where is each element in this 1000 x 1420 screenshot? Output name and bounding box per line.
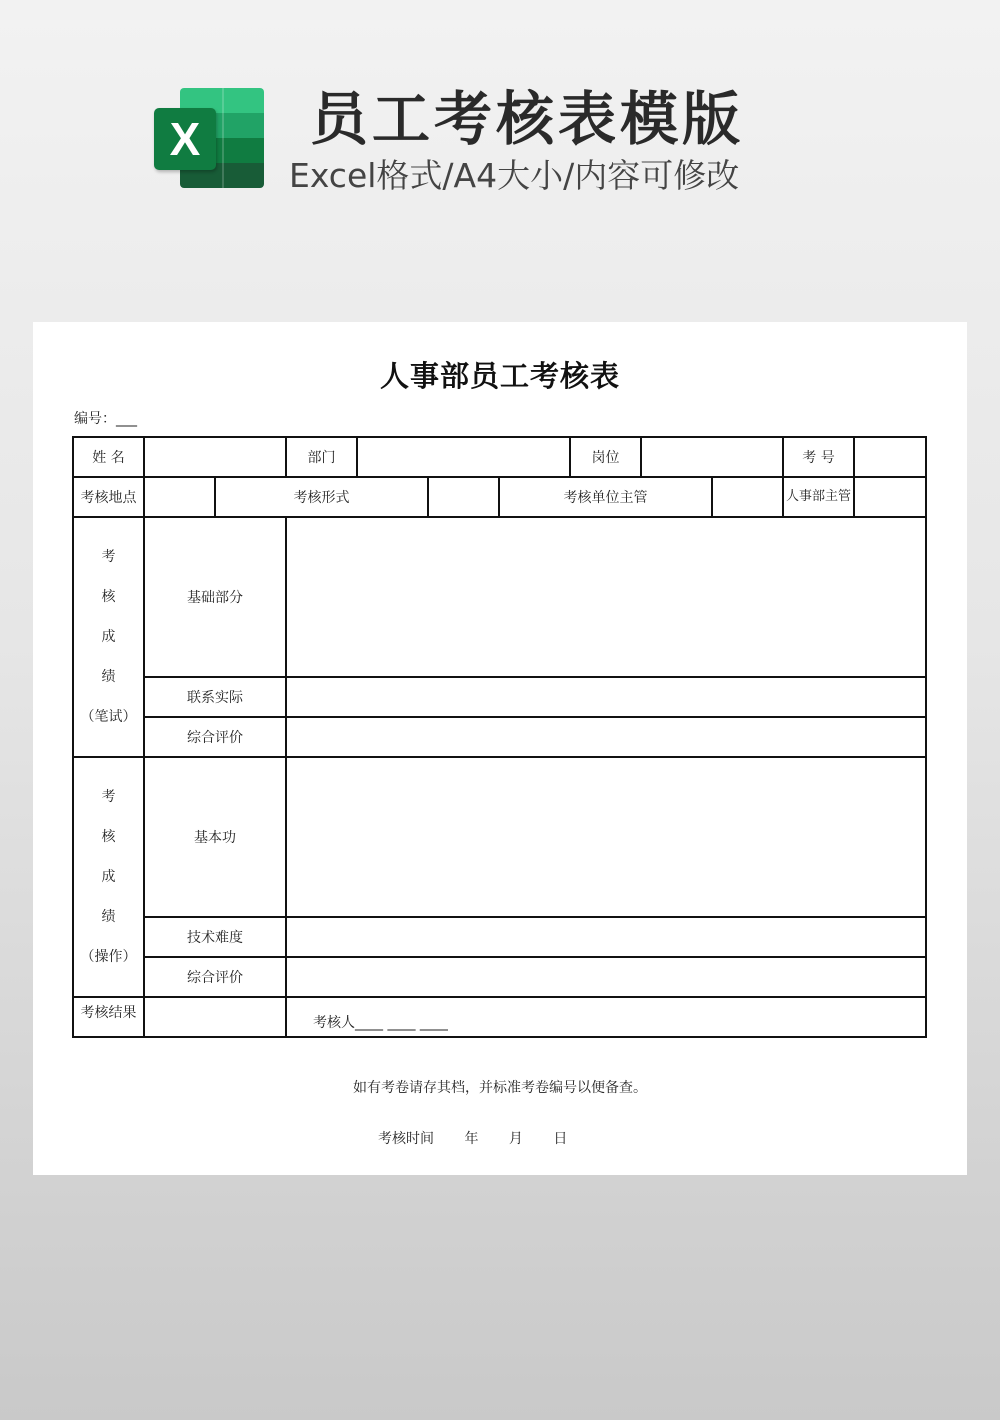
written-group-char: 考 bbox=[101, 549, 116, 565]
banner-title: 员工考核表模版 bbox=[310, 85, 745, 153]
unit-supervisor-field[interactable] bbox=[712, 477, 783, 517]
exam-number-label: 考 号 bbox=[783, 437, 854, 477]
form-row-basic-info bbox=[73, 437, 926, 477]
written-basic-row bbox=[73, 517, 926, 677]
result-row bbox=[73, 997, 926, 1037]
practical-group-char: 考 bbox=[101, 789, 116, 805]
practical-basic-row bbox=[73, 757, 926, 917]
practical-difficulty-label: 技术难度 bbox=[144, 917, 286, 957]
date-month: 月 bbox=[508, 1131, 523, 1147]
result-label: 考核结果 bbox=[73, 997, 144, 1037]
archive-note: 如有考卷请存其档，并标准考卷编号以便备查。 bbox=[353, 1080, 647, 1096]
written-practice-field[interactable] bbox=[286, 677, 926, 717]
excel-icon-letter: X bbox=[154, 108, 216, 170]
written-group-suffix: （笔试） bbox=[80, 709, 137, 725]
exam-number-field[interactable] bbox=[854, 437, 926, 477]
practical-score-group-label bbox=[73, 757, 144, 997]
practical-overall-field[interactable] bbox=[286, 957, 926, 997]
written-practice-label: 联系实际 bbox=[144, 677, 286, 717]
practical-group-char: 成 bbox=[101, 869, 116, 885]
location-field[interactable] bbox=[144, 477, 215, 517]
practical-group-suffix: （操作） bbox=[80, 949, 137, 965]
written-overall-row bbox=[73, 717, 926, 757]
result-field[interactable] bbox=[144, 997, 286, 1037]
practical-difficulty-field[interactable] bbox=[286, 917, 926, 957]
name-field[interactable] bbox=[144, 437, 286, 477]
document-page bbox=[33, 322, 967, 1175]
document-title: 人事部员工考核表 bbox=[379, 359, 620, 393]
excel-icon bbox=[154, 88, 264, 188]
practical-difficulty-row bbox=[73, 917, 926, 957]
assessment-date-line bbox=[378, 1128, 593, 1148]
form-type-label: 考核形式 bbox=[215, 477, 428, 517]
practical-overall-row bbox=[73, 957, 926, 997]
practical-group-char: 核 bbox=[101, 829, 116, 845]
written-group-char: 成 bbox=[101, 629, 116, 645]
written-score-group-label bbox=[73, 517, 144, 757]
written-overall-label: 综合评价 bbox=[144, 717, 286, 757]
written-group-char: 绩 bbox=[101, 669, 116, 685]
practical-basic-field[interactable] bbox=[286, 757, 926, 917]
hr-supervisor-label: 人事部主管 bbox=[783, 477, 854, 517]
department-label: 部门 bbox=[286, 437, 357, 477]
position-label: 岗位 bbox=[570, 437, 641, 477]
form-type-field[interactable] bbox=[428, 477, 499, 517]
hr-supervisor-field[interactable] bbox=[854, 477, 926, 517]
date-day: 日 bbox=[553, 1131, 568, 1147]
banner bbox=[0, 0, 1000, 300]
written-practice-row bbox=[73, 677, 926, 717]
assessor-signature-field[interactable]: 考核人____ ____ ____ bbox=[286, 997, 926, 1037]
name-label: 姓 名 bbox=[73, 437, 144, 477]
practical-group-char: 绩 bbox=[101, 909, 116, 925]
banner-subtitle: Excel格式/A4大小/内容可修改 bbox=[289, 156, 740, 195]
date-year: 年 bbox=[464, 1131, 479, 1147]
written-group-char: 核 bbox=[101, 589, 116, 605]
practical-overall-label: 综合评价 bbox=[144, 957, 286, 997]
assessment-form-table bbox=[72, 436, 927, 1038]
location-label: 考核地点 bbox=[73, 477, 144, 517]
serial-number-label: 编号：___ bbox=[74, 411, 137, 427]
date-label: 考核时间 bbox=[378, 1131, 434, 1147]
written-basic-label: 基础部分 bbox=[144, 517, 286, 677]
position-field[interactable] bbox=[641, 437, 783, 477]
written-overall-field[interactable] bbox=[286, 717, 926, 757]
unit-supervisor-label: 考核单位主管 bbox=[499, 477, 712, 517]
form-row-exam-info bbox=[73, 477, 926, 517]
written-basic-field[interactable] bbox=[286, 517, 926, 677]
department-field[interactable] bbox=[357, 437, 570, 477]
practical-basic-label: 基本功 bbox=[144, 757, 286, 917]
